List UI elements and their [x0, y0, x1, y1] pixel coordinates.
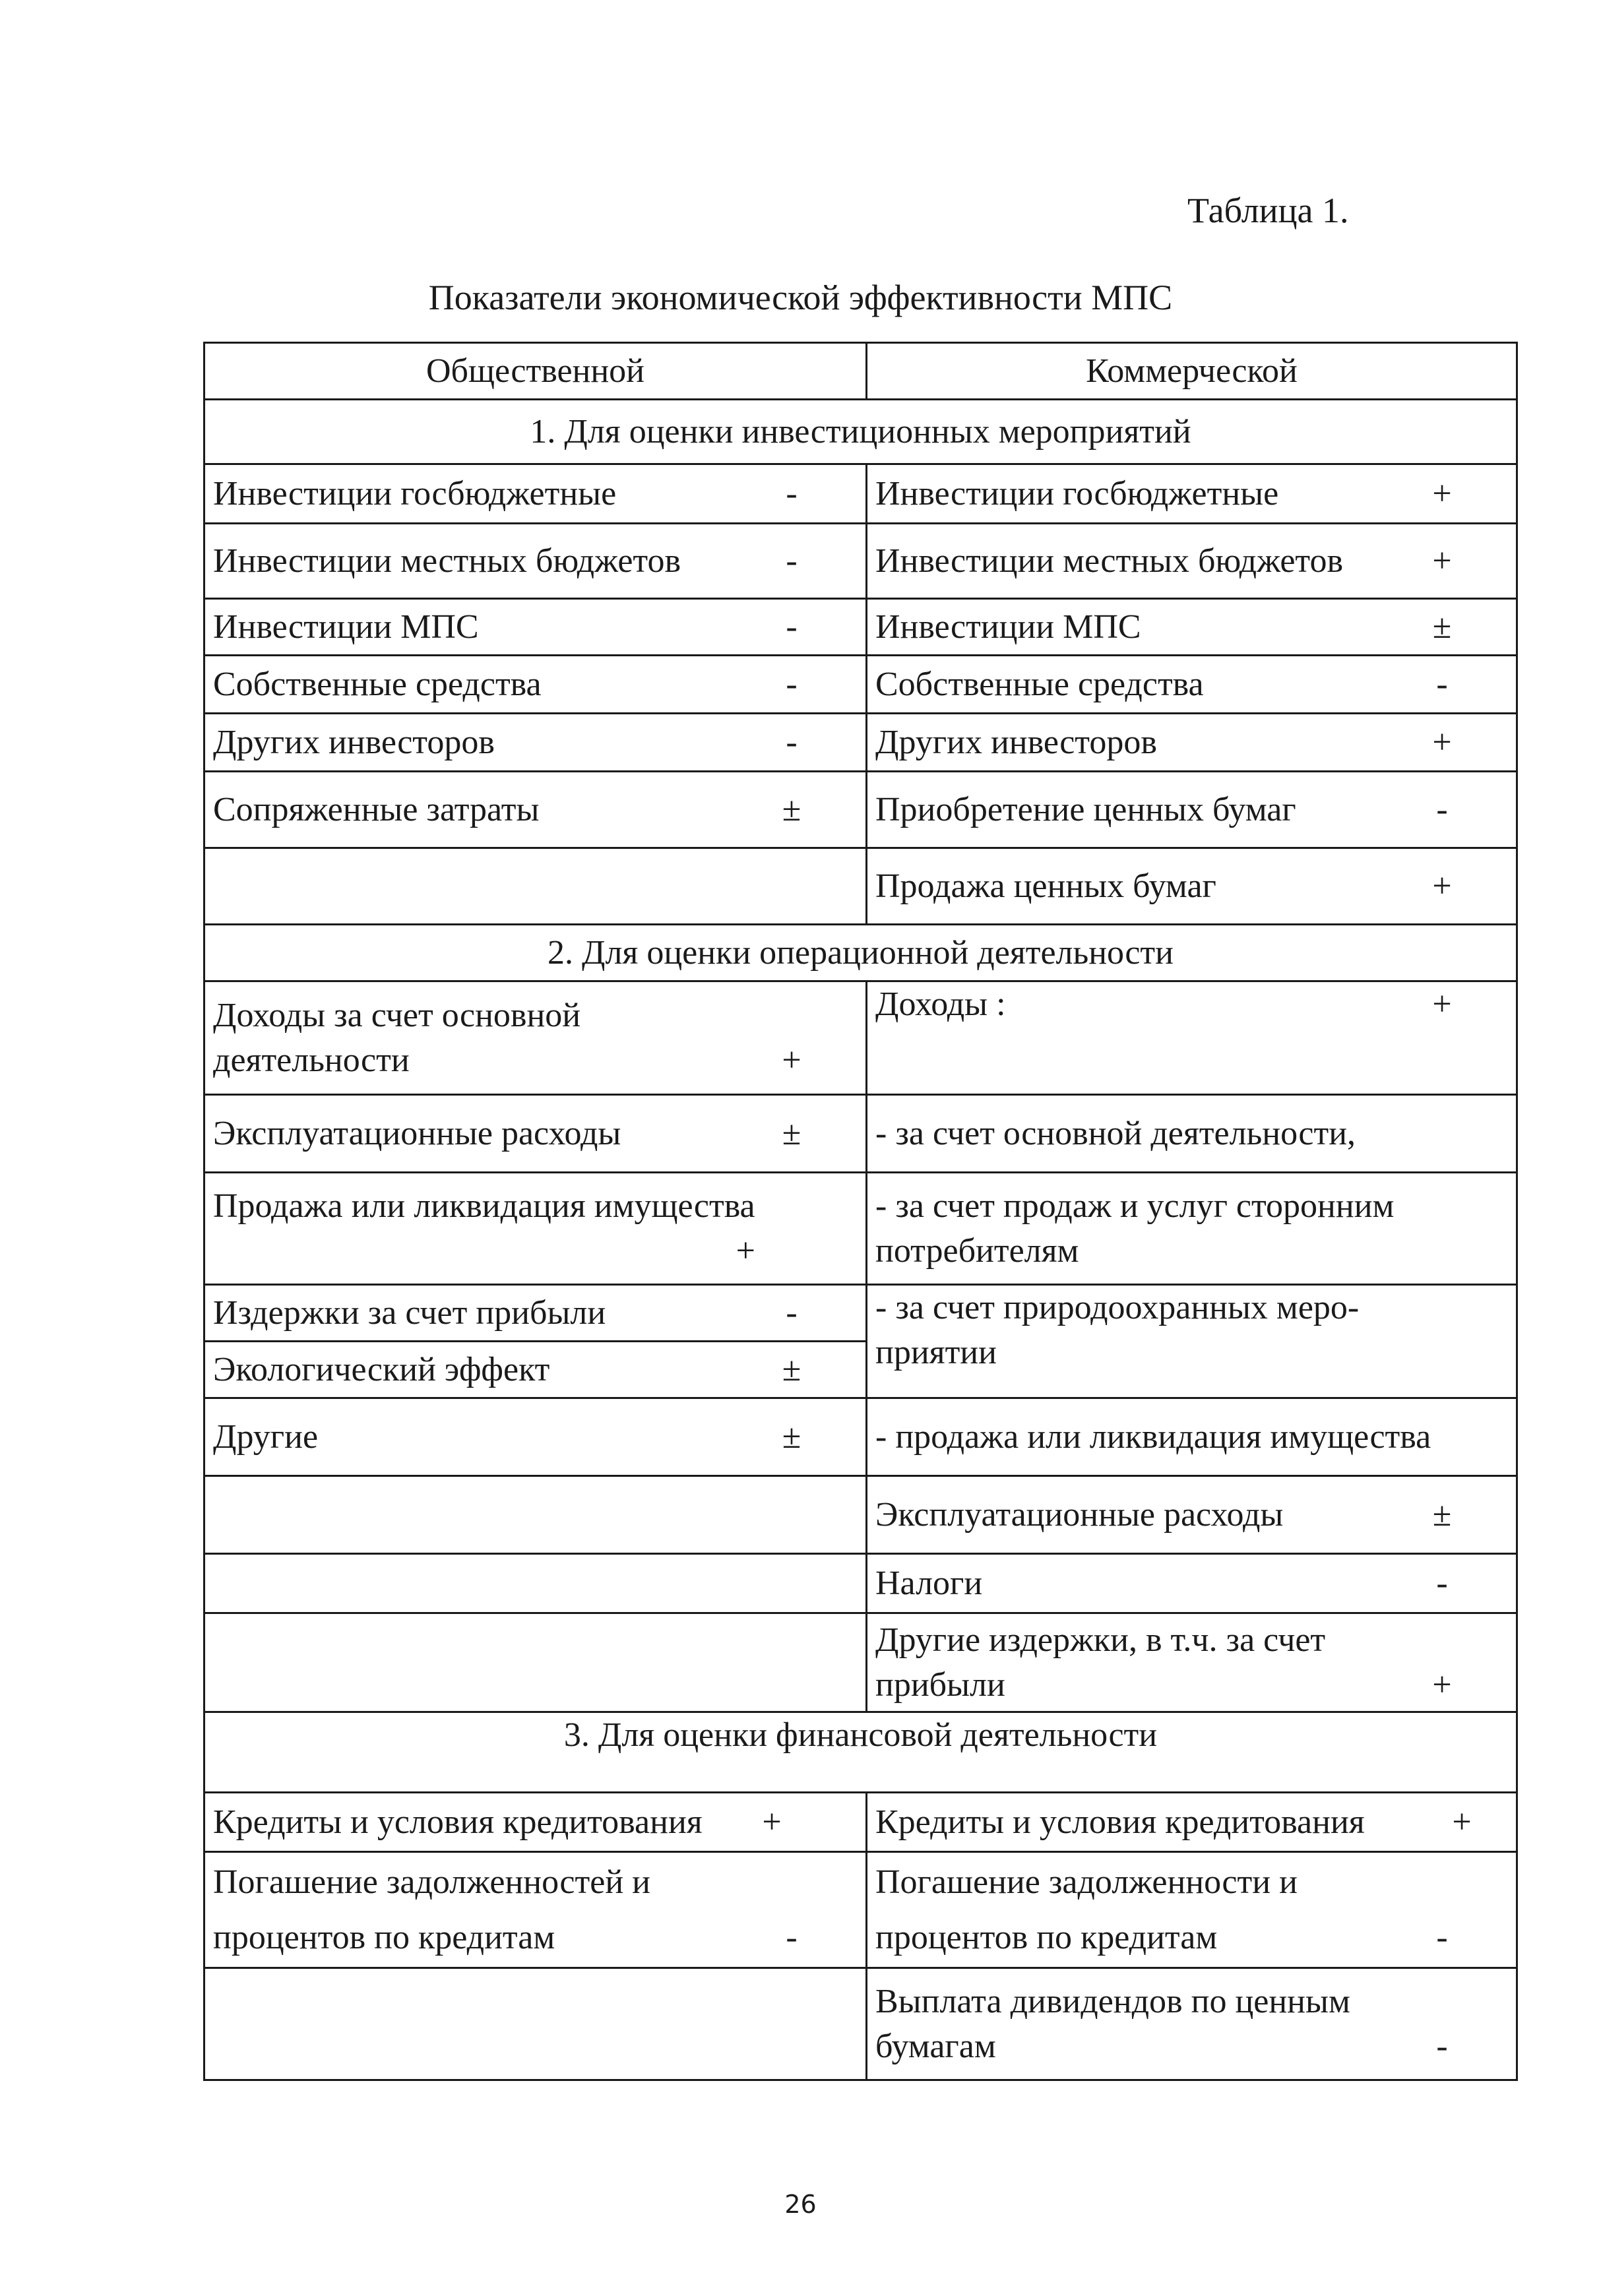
table-row: [204, 981, 1517, 1095]
cell-label: Инвестиции госбюджетные: [213, 474, 617, 512]
cell-label: Эксплуатационные расходы: [213, 1114, 621, 1152]
right-cell: [867, 1852, 1517, 1968]
right-cell: [867, 772, 1517, 848]
header-row: [204, 343, 1517, 400]
right-cell: [867, 1793, 1517, 1852]
left-cell: [204, 714, 867, 772]
section-title: 2. Для оценки операционной деятельности: [204, 925, 1517, 981]
right-cell: [867, 1095, 1517, 1173]
table-row: [204, 1285, 1517, 1342]
sign: +: [1432, 723, 1452, 761]
section-row: [204, 925, 1517, 981]
table-row: [204, 1852, 1517, 1968]
right-cell: [867, 1173, 1517, 1285]
table-row: [204, 1613, 1517, 1712]
sign: -: [786, 665, 798, 703]
sign: +: [1452, 1803, 1472, 1841]
left-cell: [204, 1173, 867, 1285]
cell-label: Продажа ценных бумаг: [875, 867, 1216, 905]
cell-label: Сопряженные затраты: [213, 790, 540, 828]
right-cell: [867, 981, 1517, 1095]
cell-label: Другие издержки, в т.ч. за счет прибыли: [875, 1621, 1326, 1704]
cell-label: Доходы :: [875, 985, 1006, 1023]
table-row: [204, 772, 1517, 848]
table-row: [204, 1398, 1517, 1476]
cell-label: Инвестиции МПС: [875, 607, 1141, 646]
sign: ±: [782, 1114, 801, 1152]
sign: +: [1432, 867, 1452, 905]
cell-label: Выплата дивидендов по ценным бумагам: [875, 1982, 1350, 2065]
cell-label: Инвестиции госбюджетные: [875, 474, 1279, 512]
left-cell: [204, 599, 867, 656]
table-row: [204, 656, 1517, 714]
sign: -: [786, 723, 798, 761]
left-cell: [204, 1285, 867, 1342]
table-row: [204, 1095, 1517, 1173]
page-number: 26: [784, 2190, 817, 2219]
sign: -: [786, 607, 798, 646]
cell-label: Другие: [213, 1417, 319, 1456]
sign: ±: [782, 1417, 801, 1456]
sign: -: [1436, 2027, 1448, 2065]
left-cell: [204, 464, 867, 524]
cell-label: Экологический эффект: [213, 1350, 550, 1388]
right-cell: [867, 524, 1517, 599]
sign: ±: [782, 790, 801, 828]
cell-label: Других инвесторов: [213, 723, 495, 761]
table-row: [204, 848, 1517, 925]
table-row: [204, 1476, 1517, 1554]
cell-label: Налоги: [875, 1564, 983, 1602]
left-cell: [204, 1342, 867, 1398]
sign: -: [1436, 1564, 1448, 1602]
cell-label: Продажа или ликвидация имущества: [213, 1187, 755, 1225]
table-title: Показатели экономической эффективности МПС: [428, 278, 1173, 317]
cell-label: Собственные средства: [213, 665, 542, 703]
cell-label: - за счет продаж и услуг сторонним потребителям: [875, 1187, 1395, 1270]
cell-label: Кредиты и условия кредитования: [875, 1803, 1365, 1841]
table-row: [204, 1968, 1517, 2080]
left-cell: [204, 1398, 867, 1476]
section-row: [204, 400, 1517, 464]
sign: -: [786, 1918, 798, 1956]
cell-label: Издержки за счет прибыли: [213, 1293, 606, 1332]
sign: -: [1436, 1918, 1448, 1956]
cell-label: Погашение задолженностей и процентов по кредитам: [213, 1863, 650, 1956]
left-cell: [204, 1793, 867, 1852]
sign: +: [762, 1803, 782, 1841]
left-cell-empty: [204, 848, 867, 925]
left-cell: [204, 656, 867, 714]
sign: ±: [1432, 607, 1452, 646]
right-cell: [867, 1398, 1517, 1476]
section-title: 1. Для оценки инвестиционных мероприятий: [204, 400, 1517, 464]
table-row: [204, 1793, 1517, 1852]
right-cell: [867, 1285, 1517, 1398]
left-cell: [204, 1095, 867, 1173]
sign: ±: [782, 1350, 801, 1388]
cell-label: Доходы за счет основной деятельности: [213, 996, 581, 1079]
left-cell: [204, 981, 867, 1095]
cell-label: - за счет основной деятельности,: [875, 1114, 1356, 1152]
header-commercial: Коммерческой: [867, 343, 1517, 400]
table-row: [204, 714, 1517, 772]
left-cell-empty: [204, 1613, 867, 1712]
indicators-table: [203, 342, 1518, 2081]
cell-label: Собственные средства: [875, 665, 1204, 703]
right-cell: [867, 714, 1517, 772]
cell-label: - за счет природоохранных меро- приятии: [875, 1289, 1360, 1371]
right-cell: [867, 1613, 1517, 1712]
right-cell: [867, 656, 1517, 714]
sign: +: [1432, 985, 1452, 1023]
sign: -: [786, 542, 798, 580]
cell-label: Кредиты и условия кредитования: [213, 1803, 703, 1841]
left-cell-empty: [204, 1554, 867, 1613]
left-cell: [204, 1852, 867, 1968]
cell-label: Эксплуатационные расходы: [875, 1495, 1284, 1534]
cell-label: Инвестиции местных бюджетов: [875, 542, 1344, 580]
cell-label: Других инвесторов: [875, 723, 1157, 761]
table-row: [204, 1173, 1517, 1285]
sign: ±: [1432, 1495, 1452, 1534]
section-row: [204, 1712, 1517, 1793]
sign: -: [1436, 665, 1448, 703]
left-cell: [204, 772, 867, 848]
right-cell: [867, 848, 1517, 925]
cell-label: - продажа или ликвидация имущества: [875, 1417, 1431, 1456]
right-cell: [867, 464, 1517, 524]
sign: +: [1432, 474, 1452, 512]
right-cell: [867, 1476, 1517, 1554]
sign: +: [1432, 1665, 1452, 1704]
sign: +: [1432, 542, 1452, 580]
header-public: Общественной: [204, 343, 867, 400]
cell-label: Погашение задолженности и процентов по кредитам: [875, 1863, 1298, 1956]
left-cell-empty: [204, 1968, 867, 2080]
section-title: 3. Для оценки финансовой деятельности: [204, 1712, 1517, 1793]
cell-label: Приобретение ценных бумаг: [875, 790, 1296, 828]
right-cell: [867, 599, 1517, 656]
cell-label: Инвестиции местных бюджетов: [213, 542, 681, 580]
sign: +: [736, 1231, 755, 1270]
table-label: Таблица 1.: [1187, 191, 1349, 230]
table-row: [204, 599, 1517, 656]
right-cell: [867, 1968, 1517, 2080]
sign: -: [786, 474, 798, 512]
right-cell: [867, 1554, 1517, 1613]
left-cell-empty: [204, 1476, 867, 1554]
sign: +: [782, 1041, 801, 1079]
table-row: [204, 524, 1517, 599]
table-row: [204, 1554, 1517, 1613]
left-cell: [204, 524, 867, 599]
table-row: [204, 464, 1517, 524]
sign: -: [786, 1293, 798, 1332]
sign: -: [1436, 790, 1448, 828]
cell-label: Инвестиции МПС: [213, 607, 479, 646]
